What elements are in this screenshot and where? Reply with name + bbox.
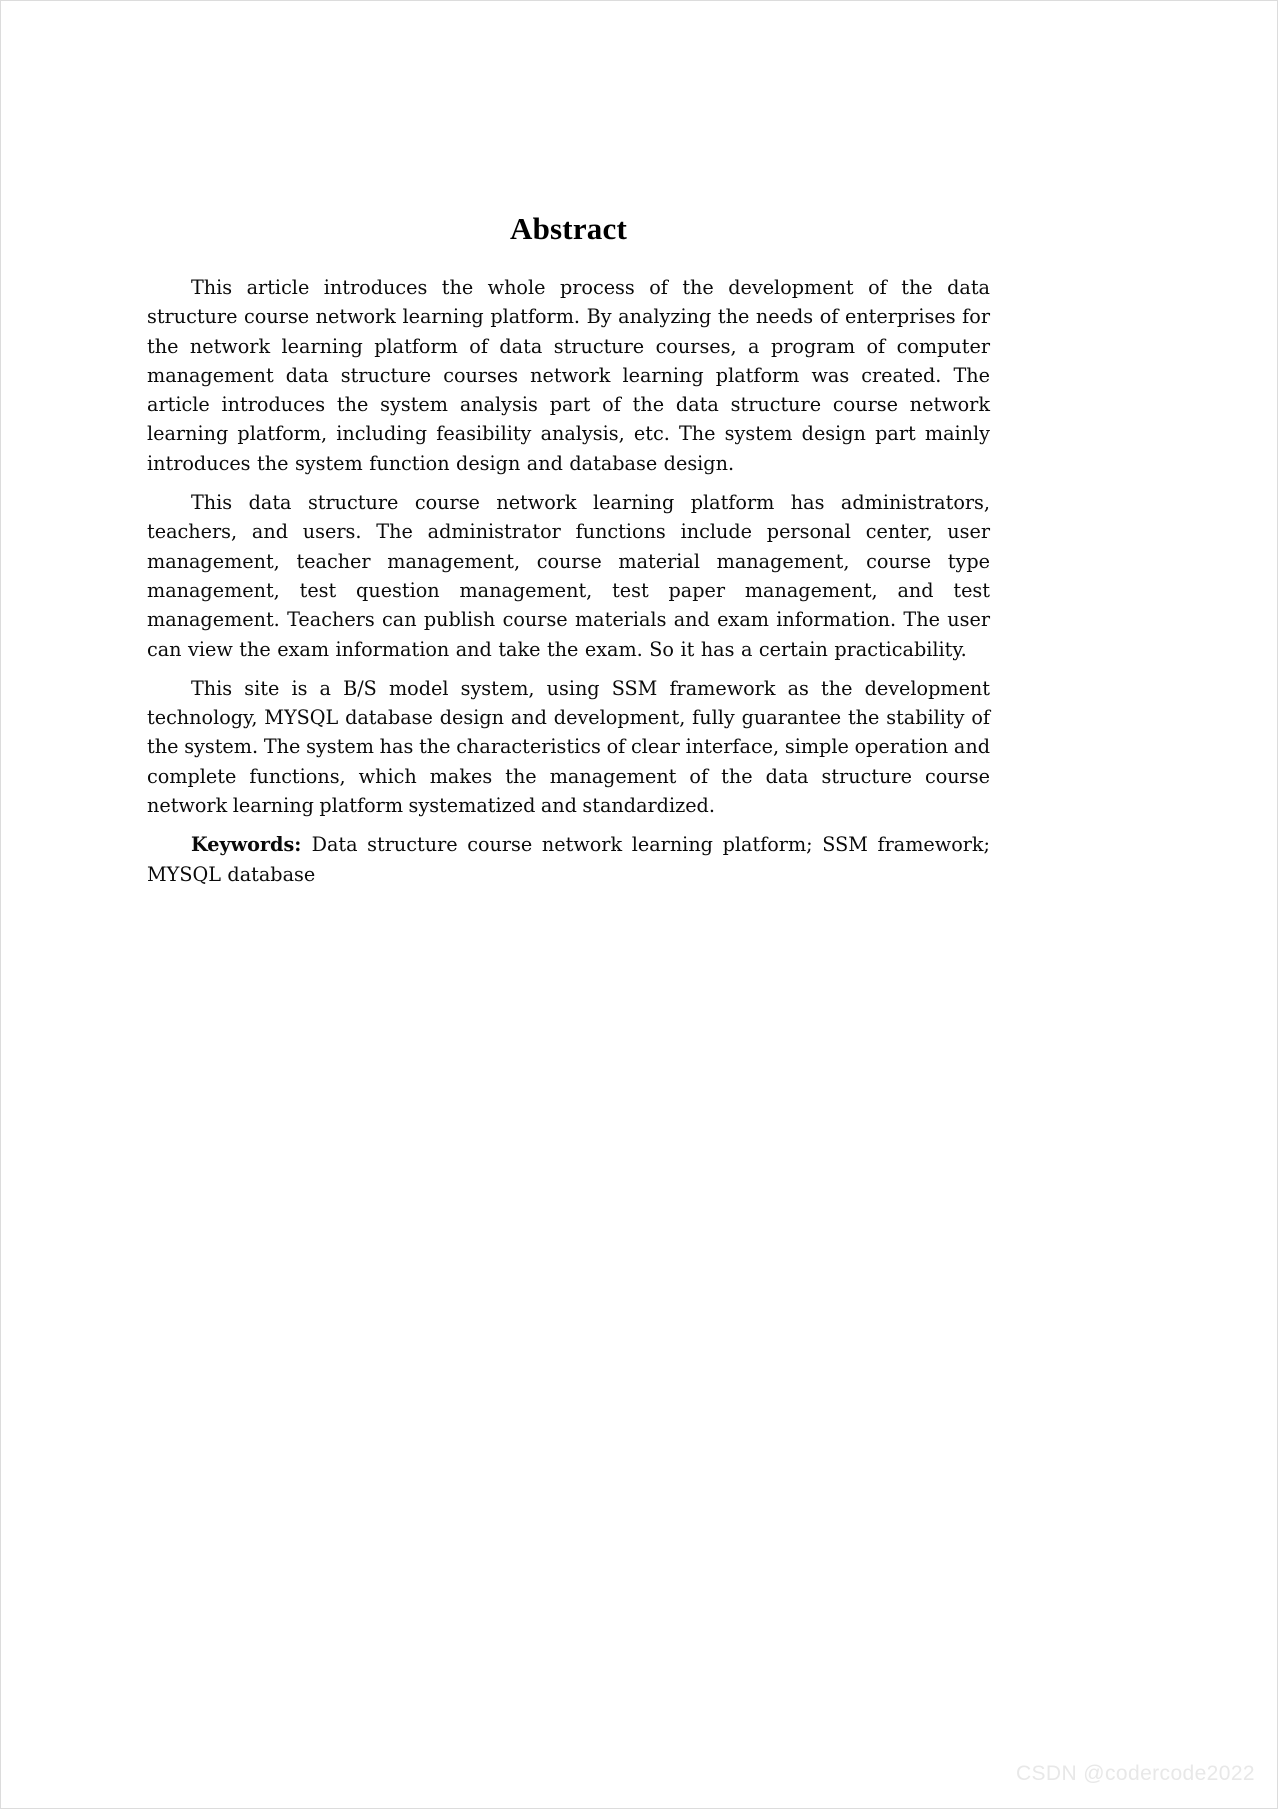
keywords-paragraph xyxy=(147,830,990,889)
keywords-label: Keywords: xyxy=(191,833,312,857)
csdn-watermark: CSDN @codercode2022 xyxy=(1015,1762,1255,1785)
abstract-paragraph-3: This site is a B/S model system, using SSM framework as the development technology, MYSQL database design and development, fully guarantee the stability of the system. The system has the characteristics of clear interface, simple operation and complete functions, which makes the management of the data structure course network learning platform systematized and standardized. xyxy=(147,676,990,818)
abstract-paragraph-2: This data structure course network learning platform has administrators, teachers, and users. The administrator functions include personal center, user management, teacher management, course material management, course type management, test question management, test paper management, and test management. Teachers can publish course materials and exam information. The user can view the exam information and take the exam. So it has a certain practicability. xyxy=(147,491,990,661)
keywords-value: Data structure course network learning platform; SSM framework; MYSQL database xyxy=(147,833,991,886)
abstract-paragraph-1: This article introduces the whole process of the development of the data structure course network learning platform. By analyzing the needs of enterprises for the network learning platform of data structure courses, a program of computer management data structure courses network learning platform was created. The article introduces the system analysis part of the data structure course network learning platform, including feasibility analysis, etc. The system design part mainly introduces the system function design and database design. xyxy=(147,276,990,475)
abstract-content xyxy=(147,211,990,889)
page-title: Abstract xyxy=(510,211,627,246)
